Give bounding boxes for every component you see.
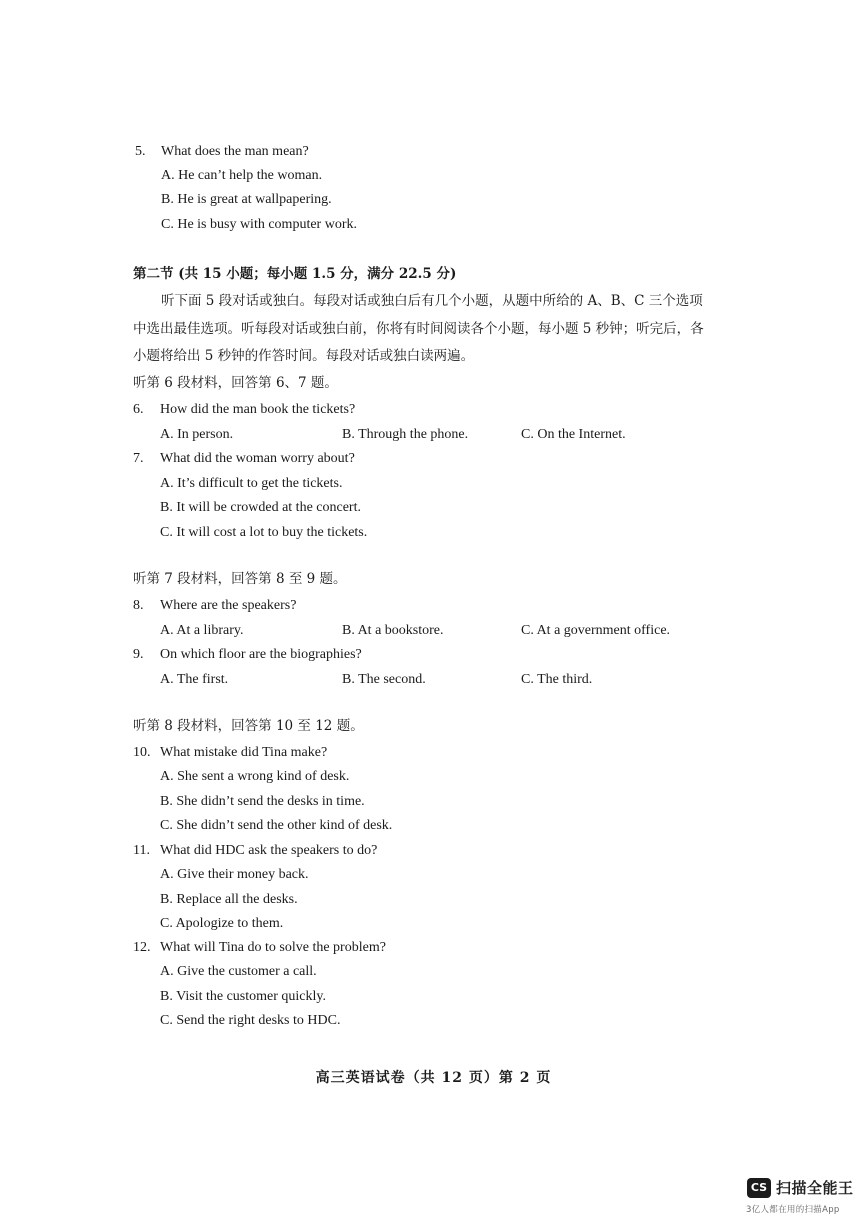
question-stem: What mistake did Tina make? — [160, 745, 328, 760]
option-a: A. She sent a wrong kind of desk. — [160, 769, 350, 784]
option-a: A. Give their money back. — [160, 867, 309, 882]
question-number: 5. — [135, 144, 146, 159]
option-c: C. It will cost a lot to buy the tickets. — [160, 525, 368, 540]
material-intro: 听第 7 段材料，回答第 8 至 9 题。 — [133, 571, 347, 587]
question-stem: What did the woman worry about? — [160, 451, 355, 466]
option-a: A. At a library. — [160, 623, 244, 638]
option-c: C. Send the right desks to HDC. — [160, 1013, 341, 1028]
material-intro: 听第 8 段材料，回答第 10 至 12 题。 — [133, 718, 364, 734]
option-a: A. Give the customer a call. — [160, 964, 317, 979]
question-stem: How did the man book the tickets? — [160, 402, 356, 417]
question-number: 11. — [133, 843, 150, 858]
option-c: C. She didn’t send the other kind of desk. — [160, 818, 393, 833]
question-number: 8. — [133, 598, 144, 613]
watermark-brand: 扫描全能王 — [776, 1179, 854, 1197]
section-heading: 第二节 (共 15 小题；每小题 1.5 分，满分 22.5 分) — [133, 266, 457, 282]
option-b: B. She didn’t send the desks in time. — [160, 794, 365, 809]
option-b: B. He is great at wallpapering. — [161, 192, 332, 207]
option-c: C. Apologize to them. — [160, 916, 284, 931]
question-stem: What did HDC ask the speakers to do? — [160, 843, 378, 858]
option-a: A. The first. — [160, 672, 229, 687]
instructions-line-2: 中选出最佳选项。听每段对话或独白前，你将有时间阅读各个小题，每小题 5 秒钟；听完后，各 — [133, 321, 704, 337]
option-c: C. The third. — [521, 672, 593, 687]
option-b: B. Replace all the desks. — [160, 892, 298, 907]
instructions-line-3: 小题将给出 5 秒钟的作答时间。每段对话或独白读两遍。 — [133, 348, 475, 364]
question-stem: What will Tina do to solve the problem? — [160, 940, 386, 955]
question-number: 10. — [133, 745, 151, 760]
watermark-tagline: 3亿人都在用的扫描App — [746, 1205, 840, 1215]
option-b: B. At a bookstore. — [342, 623, 444, 638]
question-number: 6. — [133, 402, 144, 417]
option-b: B. Visit the customer quickly. — [160, 989, 326, 1004]
option-a: A. He can’t help the woman. — [161, 168, 323, 183]
question-stem: On which floor are the biographies? — [160, 647, 362, 662]
camscanner-logo-icon: CS — [747, 1178, 771, 1198]
option-a: A. In person. — [160, 427, 234, 442]
option-b: B. It will be crowded at the concert. — [160, 500, 361, 515]
option-c: C. On the Internet. — [521, 427, 626, 442]
option-a: A. It’s difficult to get the tickets. — [160, 476, 343, 491]
question-number: 7. — [133, 451, 144, 466]
option-b: B. Through the phone. — [342, 427, 469, 442]
option-c: C. He is busy with computer work. — [161, 217, 357, 232]
question-number: 12. — [133, 940, 151, 955]
material-intro: 听第 6 段材料，回答第 6、7 题。 — [133, 375, 338, 391]
question-number: 9. — [133, 647, 144, 662]
page-footer: 高三英语试卷（共 12 页）第 2 页 — [315, 1070, 552, 1086]
option-c: C. At a government office. — [521, 623, 671, 638]
question-stem: What does the man mean? — [161, 144, 309, 159]
question-stem: Where are the speakers? — [160, 598, 297, 613]
option-b: B. The second. — [342, 672, 426, 687]
instructions-line-1: 听下面 5 段对话或独白。每段对话或独白后有几个小题，从题中所给的 A、B、C 三个选项 — [161, 293, 703, 309]
